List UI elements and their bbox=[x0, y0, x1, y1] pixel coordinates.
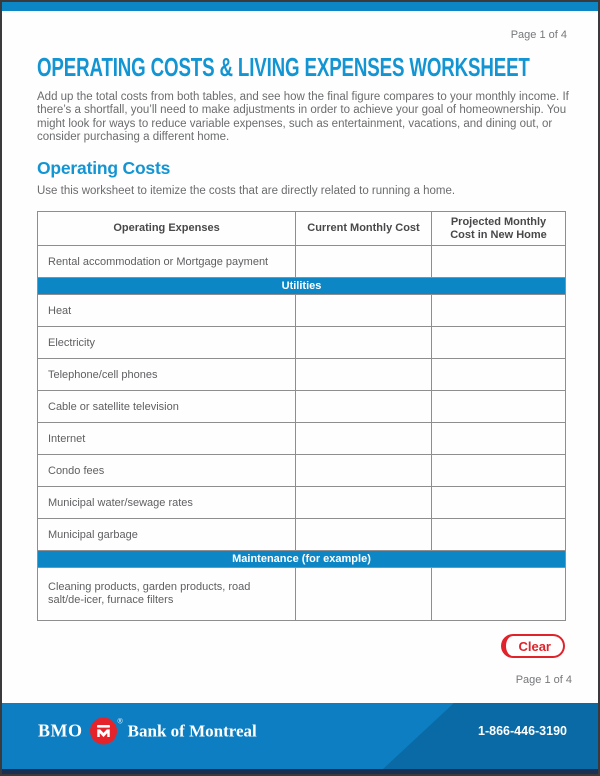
projected-cost-cell[interactable] bbox=[432, 246, 566, 278]
current-cost-cell[interactable] bbox=[296, 327, 432, 359]
section-heading: Operating Costs bbox=[37, 158, 171, 179]
expense-label: Cleaning products, garden products, road salt/de-icer, furnace filters bbox=[38, 568, 296, 621]
section-band-maintenance bbox=[38, 551, 566, 568]
expense-label: Heat bbox=[38, 295, 296, 327]
table-row bbox=[38, 455, 566, 487]
phone-number: 1-866-446-3190 bbox=[478, 724, 567, 738]
footer-navy-strip bbox=[2, 769, 598, 774]
table-row bbox=[38, 568, 566, 621]
current-cost-cell[interactable] bbox=[296, 519, 432, 551]
expense-label: Rental accommodation or Mortgage payment bbox=[38, 246, 296, 278]
projected-cost-cell[interactable] bbox=[432, 487, 566, 519]
current-cost-cell[interactable] bbox=[296, 295, 432, 327]
bank-name: Bank of Montreal bbox=[127, 721, 257, 740]
footer bbox=[2, 703, 598, 774]
projected-cost-cell[interactable] bbox=[432, 455, 566, 487]
table-row bbox=[38, 423, 566, 455]
current-cost-cell[interactable] bbox=[296, 246, 432, 278]
expense-label: Cable or satellite television bbox=[38, 391, 296, 423]
section-description: Use this worksheet to itemize the costs that are directly related to running a home. bbox=[37, 185, 456, 198]
band-label: Maintenance (for example) bbox=[38, 551, 566, 568]
expense-label: Condo fees bbox=[38, 455, 296, 487]
current-cost-cell[interactable] bbox=[296, 391, 432, 423]
expense-label: Municipal water/sewage rates bbox=[38, 487, 296, 519]
current-cost-cell[interactable] bbox=[296, 423, 432, 455]
table-row bbox=[38, 391, 566, 423]
page-number-top: Page 1 of 4 bbox=[510, 29, 567, 41]
section-band-utilities bbox=[38, 278, 566, 295]
table-row bbox=[38, 487, 566, 519]
projected-cost-cell[interactable] bbox=[432, 359, 566, 391]
page-number-bottom: Page 1 of 4 bbox=[515, 674, 572, 687]
column-header-projected-cost: Projected Monthly Cost in New Home bbox=[432, 212, 566, 246]
page-content bbox=[2, 2, 598, 686]
table-row bbox=[38, 246, 566, 278]
band-label: Utilities bbox=[38, 278, 566, 295]
table-header-row bbox=[38, 212, 566, 246]
projected-cost-cell[interactable] bbox=[432, 568, 566, 621]
projected-cost-cell[interactable] bbox=[432, 423, 566, 455]
table-row bbox=[38, 327, 566, 359]
current-cost-cell[interactable] bbox=[296, 487, 432, 519]
projected-cost-cell[interactable] bbox=[432, 519, 566, 551]
column-header-expenses: Operating Expenses bbox=[38, 212, 296, 246]
current-cost-cell[interactable] bbox=[296, 359, 432, 391]
projected-cost-cell[interactable] bbox=[432, 295, 566, 327]
intro-paragraph: Add up the total costs from both tables, and see how the final figure compares to your monthly income. If there’s a shortfall, you’ll need to make adjustments in order to achieve your goal of homeownership. You might look for ways to reduce variable expenses, such as entertainment, vacations, and dining out, or consider purchasing a different home. bbox=[37, 91, 569, 143]
table-row bbox=[38, 519, 566, 551]
top-accent-bar bbox=[2, 2, 598, 11]
expense-label: Municipal garbage bbox=[38, 519, 296, 551]
table-row bbox=[38, 295, 566, 327]
projected-cost-cell[interactable] bbox=[432, 391, 566, 423]
current-cost-cell[interactable] bbox=[296, 568, 432, 621]
current-cost-cell[interactable] bbox=[296, 455, 432, 487]
operating-costs-table bbox=[37, 211, 566, 621]
clear-button[interactable]: Clear bbox=[501, 634, 565, 658]
expense-label: Internet bbox=[38, 423, 296, 455]
table-row bbox=[38, 359, 566, 391]
expense-label: Electricity bbox=[38, 327, 296, 359]
bmo-wordmark: BMO bbox=[38, 720, 83, 741]
actions-row bbox=[37, 634, 565, 658]
page-title: OPERATING COSTS & LIVING EXPENSES WORKSHEET bbox=[37, 52, 530, 82]
expense-label: Telephone/cell phones bbox=[38, 359, 296, 391]
bmo-medallion-icon bbox=[90, 718, 117, 745]
footer-band bbox=[2, 703, 598, 769]
bmo-logo bbox=[38, 718, 257, 745]
column-header-current-cost: Current Monthly Cost bbox=[296, 212, 432, 246]
registered-trademark-icon: ® bbox=[117, 718, 123, 726]
projected-cost-cell[interactable] bbox=[432, 327, 566, 359]
